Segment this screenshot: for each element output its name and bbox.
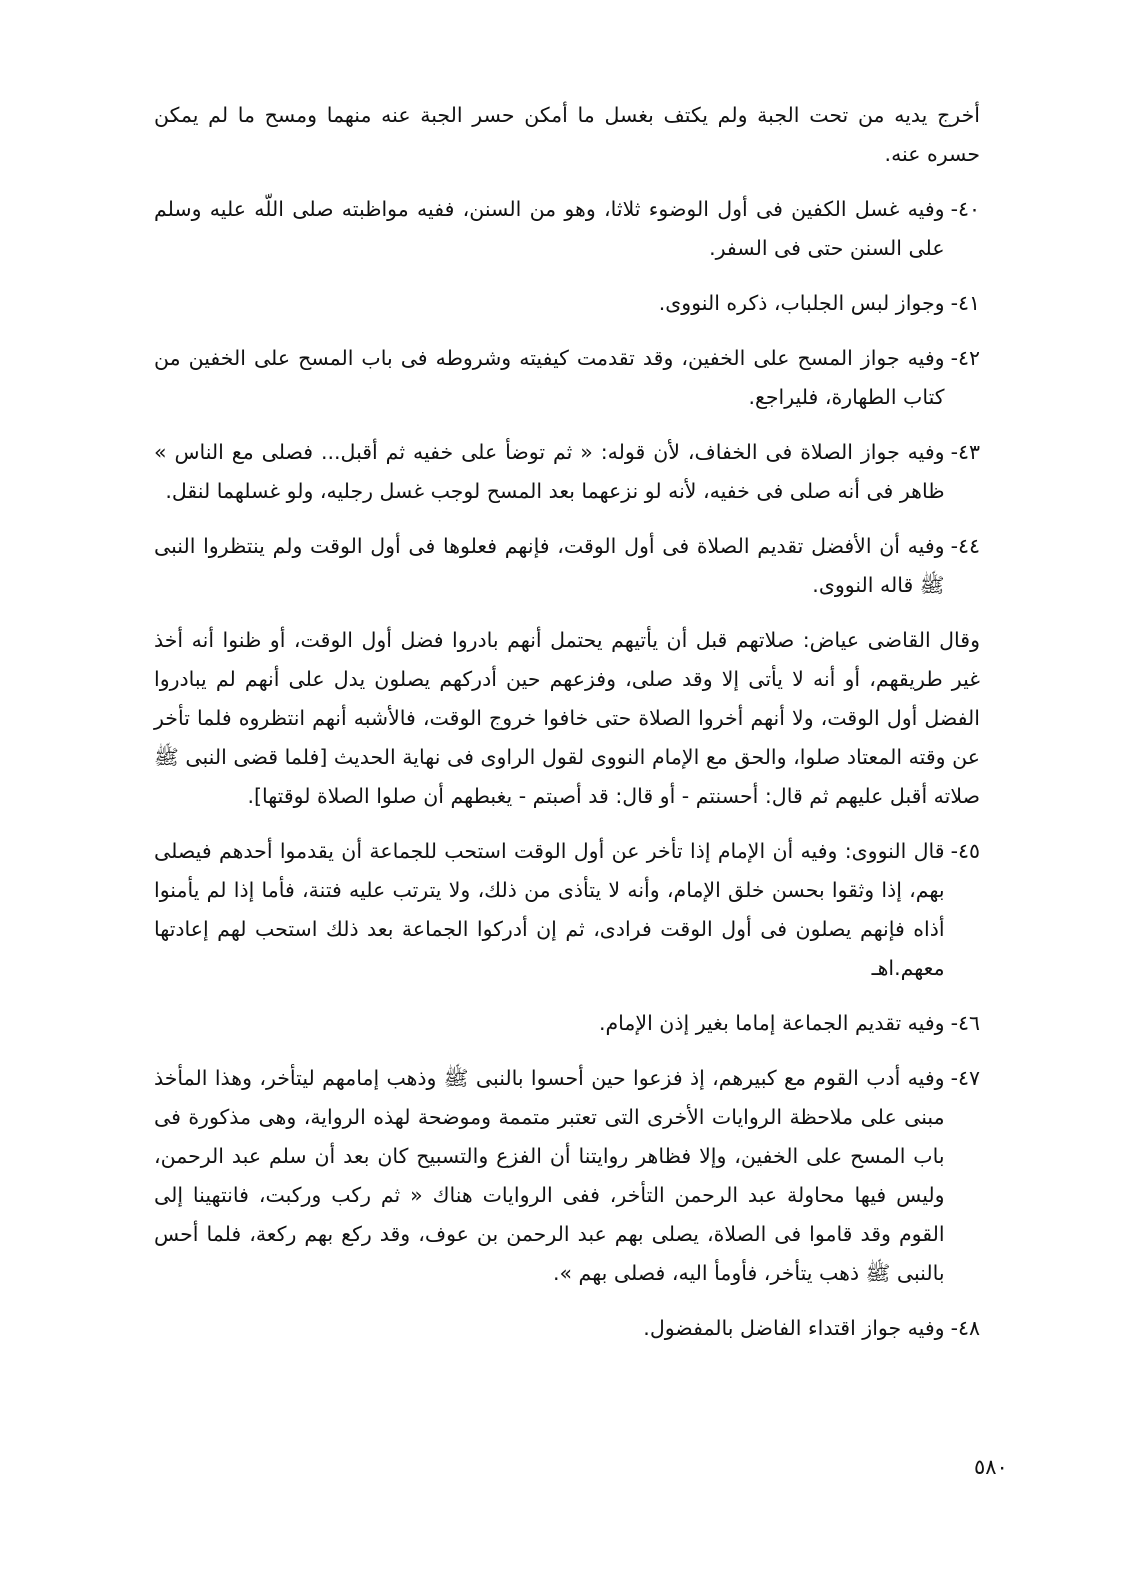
- item-text: وفيه جواز المسح على الخفين، وقد تقدمت كيفيته وشروطه فى باب المسح على الخفين من كتاب الطهارة، فليراجع.: [154, 346, 945, 409]
- list-item-40: [154, 190, 980, 268]
- item-number: ٤٧-: [950, 1066, 980, 1090]
- item-text: قال النووى: وفيه أن الإمام إذا تأخر عن أول الوقت استحب للجماعة أن يقدموا أحدهم فيصلى بهم، إذا وثقوا بحسن خلق الإمام، وأنه لا يتأذى من ذلك، ولا يترتب عليه فتنة، فأما إذا لم يأمنوا أذاه فإنهم يصلون فى أول الوقت فرادى، ثم إن أدركوا الجماعة بعد ذلك استحب لهم إعادتها معهم.اهـ: [154, 839, 945, 980]
- item-number: ٤٣-: [950, 440, 980, 464]
- item-text: وفيه جواز اقتداء الفاضل بالمفضول.: [643, 1316, 945, 1340]
- item-text: وفيه تقديم الجماعة إماما بغير إذن الإمام.: [598, 1011, 945, 1035]
- page-number: ٥٨٠: [974, 1455, 1008, 1479]
- list-item-48: [154, 1309, 980, 1348]
- page-body: [154, 96, 980, 1364]
- item-number: ٤٠-: [950, 197, 980, 221]
- item-text: وجواز لبس الجلباب، ذكره النووى.: [658, 291, 945, 315]
- item-number: ٤١-: [950, 291, 980, 315]
- list-item-41: [154, 284, 980, 323]
- item-text: وفيه غسل الكفين فى أول الوضوء ثلاثا، وهو من السنن، ففيه مواظبته صلى اللّه عليه وسلم على السنن حتى فى السفر.: [154, 197, 945, 260]
- item-number: ٤٤-: [950, 534, 980, 558]
- item-text: وفيه جواز الصلاة فى الخفاف، لأن قوله: « ثم توضأ على خفيه ثم أقبل... فصلى مع الناس » ظاهر فى أنه صلى فى خفيه، لأنه لو نزعهما بعد المسح لوجب غسل رجليه، ولو غسلهما لنقل.: [154, 440, 945, 503]
- list-item-44: [154, 527, 980, 605]
- list-item-43: [154, 433, 980, 511]
- list-item-47: [154, 1059, 980, 1293]
- item-number: ٤٢-: [950, 346, 980, 370]
- item-number: ٤٥-: [950, 839, 980, 863]
- item-number: ٤٦-: [950, 1011, 980, 1035]
- item-text: وفيه أن الأفضل تقديم الصلاة فى أول الوقت، فإنهم فعلوها فى أول الوقت ولم ينتظروا النبى ﷺ قاله النووى.: [154, 534, 945, 597]
- list-item-46: [154, 1004, 980, 1043]
- list-item-42: [154, 339, 980, 417]
- intro-paragraph: أخرج يديه من تحت الجبة ولم يكتف بغسل ما أمكن حسر الجبة عنه منهما ومسح ما لم يمكن حسره عنه.: [154, 103, 980, 166]
- item-number: ٤٨-: [950, 1316, 980, 1340]
- item-text: وفيه أدب القوم مع كبيرهم، إذ فزعوا حين أحسوا بالنبى ﷺ وذهب إمامهم ليتأخر، وهذا المأخذ مبنى على ملاحظة الروايات الأخرى التى تعتبر متممة وموضحة لهذه الرواية، وهى مذكورة فى باب المسح على الخفين، وإلا فظاهر روايتنا أن الفزع والتسبيح كان بعد أن سلم عبد الرحمن، وليس فيها محاولة عبد الرحمن التأخر، ففى الروايات هناك « ثم ركب وركبت، فانتهينا إلى القوم وقد قاموا فى الصلاة، يصلى بهم عبد الرحمن بن عوف، وقد ركع بهم ركعة، فلما أحس بالنبى ﷺ ذهب يتأخر، فأومأ اليه، فصلى بهم ».: [154, 1066, 945, 1285]
- qadi-paragraph: وقال القاضى عياض: صلاتهم قبل أن يأتيهم يحتمل أنهم بادروا فضل أول الوقت، أو ظنوا أنه أخذ غير طريقهم، أو أنه لا يأتى إلا وقد صلى، وفزعهم حين أدركهم يصلون يدل على أنهم لم يبادروا الفضل أول الوقت، ولا أنهم أخروا الصلاة حتى خافوا خروج الوقت، فالأشبه أنهم انتظروه فلما تأخر عن وقته المعتاد صلوا، والحق مع الإمام النووى لقول الراوى فى نهاية الحديث [فلما قضى النبى ﷺ صلاته أقبل عليهم ثم قال: أحسنتم - أو قال: قد أصبتم - يغبطهم أن صلوا الصلاة لوقتها].: [154, 628, 980, 808]
- list-item-45: [154, 832, 980, 988]
